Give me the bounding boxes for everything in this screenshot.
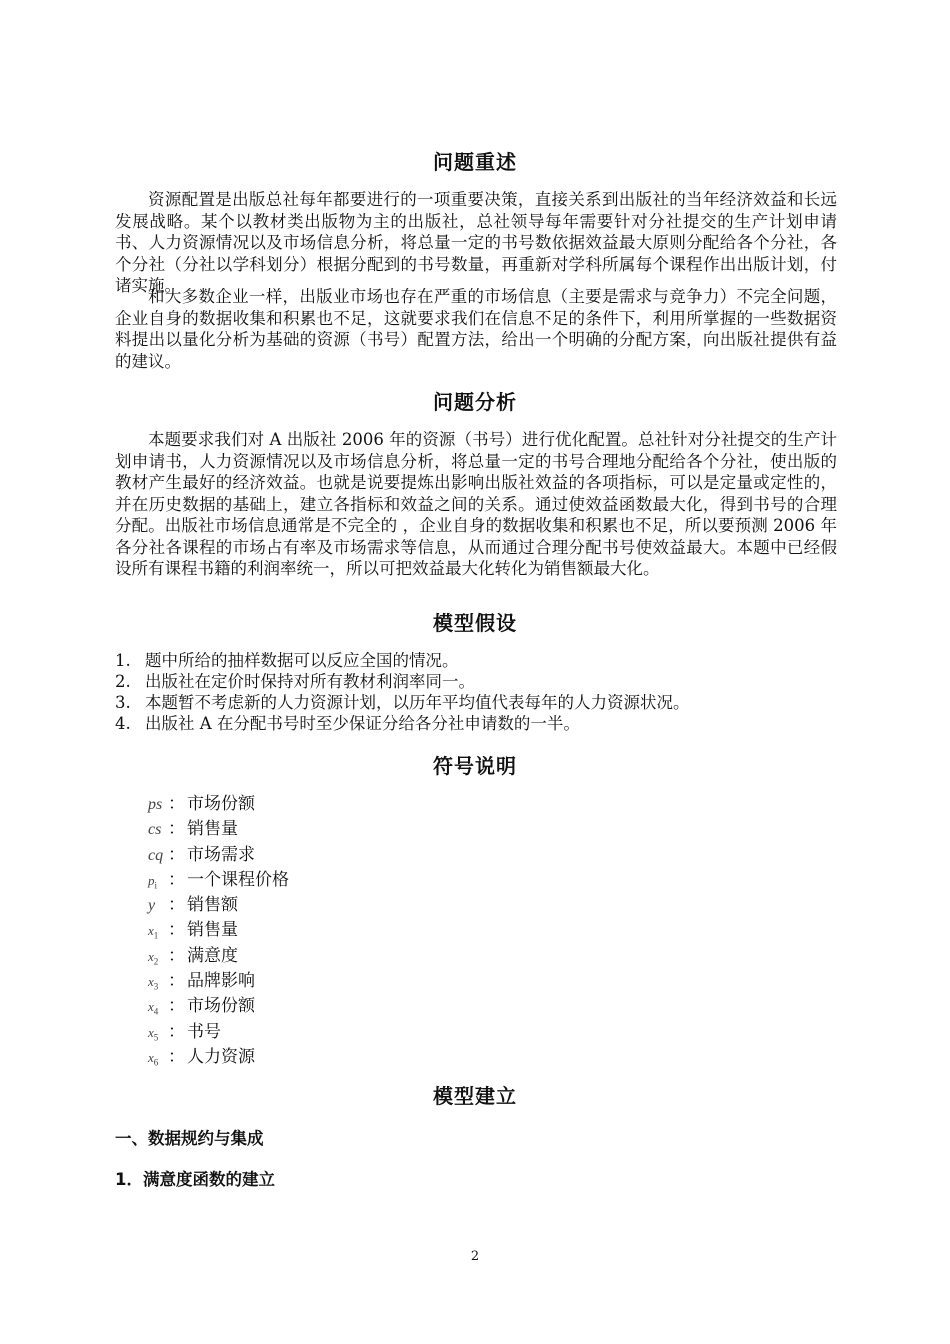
symbols-list	[148, 792, 648, 1070]
symbol-subscript: 5	[153, 1032, 159, 1043]
list-item-number: 3.	[115, 693, 131, 712]
list-item	[115, 692, 837, 713]
section-title-symbols: 符号说明	[433, 754, 517, 778]
symbol-description: 市场份额	[187, 794, 255, 814]
model-subheading-1: 一、数据规约与集成	[115, 1129, 264, 1148]
symbol-description: 销售量	[187, 920, 238, 941]
symbol-item: $x_1$ ： 销售量	[148, 918, 648, 943]
assumptions-list	[115, 650, 837, 734]
symbol-description: 书号	[187, 1021, 221, 1042]
symbol-description: 销售量	[187, 819, 238, 840]
section-title-assumptions: 模型假设	[433, 611, 517, 635]
symbol-description: 人力资源	[187, 1046, 255, 1067]
symbol-description: 市场需求	[187, 844, 255, 865]
list-item-number: 4.	[115, 714, 131, 733]
analysis-paragraph: 本题要求我们对 A 出版社 2006 年的资源（书号）进行优化配置。总社针对分社提交的生产计划申请书，人力资源情况以及市场信息分析，将总量一定的书号合理地分配给各个分社，使出版的教材产生最好的经济效益。也就是说要提炼出影响出版社效益的各项指标，可以是定量或定性的，并在历史数据的基础上，建立各指标和效益之间的关系。通过使效益函数最大化，得到书号的合理分配。出版社市场信息通常是不完全的 ，企业自身的数据收集和积累也不足，所以要预测 2006 年各分社各课程的市场占有率及市场需求等信息，从而通过合理分配书号使效益最大。本题中已经假设所有课程书籍的利润率统一，所以可把效益最大化转化为销售额最大化。	[115, 430, 837, 578]
symbol-item: cs ： 销售量	[148, 817, 648, 842]
symbol: cs	[148, 821, 162, 839]
symbol: $x_1$	[148, 923, 159, 942]
restatement-paragraph-2: 和大多数企业一样，出版业市场也存在严重的市场信息（主要是需求与竞争力）不完全问题，企业自身的数据收集和积累也不足，这就要求我们在信息不足的条件下，利用所掌握的一些数据资料提出以量化分析为基础的资源（书号）配置方法，给出一个明确的分配方案，向出版社提供有益的建议。	[115, 287, 837, 371]
list-item-text: 出版社 A 在分配书号时至少保证分给各分社申请数的一半。	[145, 714, 580, 733]
symbol: cq	[148, 846, 164, 864]
symbol: ps	[148, 796, 163, 813]
list-item	[115, 650, 837, 671]
symbol-description: 品牌影响	[187, 971, 255, 992]
symbol-description: 满意度	[187, 945, 238, 966]
symbol: $x_2$	[148, 948, 159, 967]
symbol-item: $x_4$ ： 市场份额	[148, 994, 648, 1019]
list-item-text: 题中所给的抽样数据可以反应全国的情况。	[145, 651, 459, 670]
symbol-description: 市场份额	[187, 996, 255, 1017]
symbol: $x_4$	[148, 999, 159, 1017]
list-item-number: 2.	[115, 672, 131, 691]
symbol-subscript: 4	[153, 1006, 159, 1017]
symbol-subscript: 1	[153, 931, 159, 942]
symbol: $x_6$	[148, 1049, 159, 1068]
symbol-item: ps ： 市场份额	[148, 792, 648, 817]
restatement-paragraph-1: 资源配置是出版总社每年都要进行的一项重要决策，直接关系到出版社的当年经济效益和长远发展战略。某个以教材类出版物为主的出版社，总社领导每年需要针对分社提交的生产计划申请书、人力资源情况以及市场信息分析，将总量一定的书号数依据效益最大原则分配给各个分社，各个分社（分社以学科划分）根据分配到的书号数量，再重新对学科所属每个课程作出出版计划，付诸实施。	[115, 190, 837, 295]
symbol: $x_3$	[148, 974, 159, 992]
symbol-description: 销售额	[187, 895, 238, 916]
symbol-subscript: i	[154, 880, 158, 891]
symbol: y	[148, 897, 156, 915]
model-subheading-2: 1．满意度函数的建立	[115, 1170, 275, 1189]
symbol-description: 一个课程价格	[187, 869, 289, 890]
page-number: 2	[470, 1249, 480, 1264]
list-item-text: 出版社在定价时保持对所有教材利润率同一。	[145, 672, 475, 691]
section-title-analysis: 问题分析	[433, 390, 517, 414]
symbol-item: $x_5$ ： 书号	[148, 1020, 648, 1045]
list-item-text: 本题暂不考虑新的人力资源计划，以历年平均值代表每年的人力资源状况。	[145, 693, 690, 712]
section-title-restatement: 问题重述	[433, 150, 517, 174]
section-title-model: 模型建立	[433, 1084, 517, 1108]
symbol-subscript: 6	[153, 1057, 159, 1068]
symbol-item: $x_3$ ： 品牌影响	[148, 969, 648, 994]
list-item	[115, 671, 837, 692]
symbol: $p_i$	[148, 872, 158, 891]
symbol-subscript: 3	[153, 981, 159, 992]
symbol-item: y ： 销售额	[148, 893, 648, 918]
list-item-number: 1.	[115, 651, 131, 670]
symbol-item: $x_2$ ： 满意度	[148, 944, 648, 969]
symbol-item: $p_i$ ： 一个课程价格	[148, 868, 648, 893]
symbol: $x_5$	[148, 1024, 159, 1043]
symbol-item: $x_6$ ： 人力资源	[148, 1045, 648, 1070]
symbol-subscript: 2	[153, 956, 159, 967]
list-item	[115, 713, 837, 734]
symbol-item: cq ： 市场需求	[148, 843, 648, 868]
